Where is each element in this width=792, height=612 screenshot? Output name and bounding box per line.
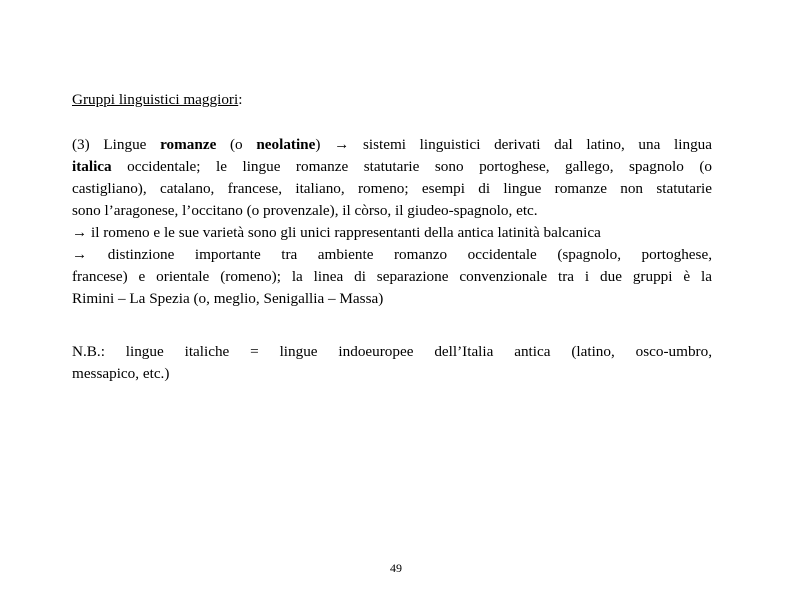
paragraph-line — [72, 134, 712, 156]
paragraph-line: Rimini – La Spezia (o, meglio, Senigallia – Massa) — [72, 290, 384, 307]
paragraph-line — [72, 156, 712, 178]
paragraph-line: sono l’aragonese, l’occitano (o provenzale), il còrso, il giudeo-spagnolo, etc. — [72, 202, 538, 219]
paragraph-line: castigliano), catalano, francese, italiano, romeno; esempi di lingue romanze non statutarie — [72, 180, 712, 197]
paragraph-romance-languages — [72, 134, 712, 310]
section-heading — [72, 90, 242, 110]
bold-term-italica: italica — [72, 158, 112, 175]
text-run: ) → sistemi linguistici derivati dal latino, una lingua — [315, 136, 712, 153]
paragraph-nota-bene — [72, 341, 712, 385]
paragraph-line: francese) e orientale (romeno); la linea di separazione convenzionale tra i due gruppi è la — [72, 268, 712, 285]
bold-term-neolatine: neolatine — [256, 136, 316, 153]
page-number: 49 — [390, 561, 402, 575]
paragraph-line: → distinzione importante tra ambiente romanzo occidentale (spagnolo, portoghese, — [72, 246, 712, 263]
text-run: (3) Lingue — [72, 136, 161, 153]
section-heading-text: Gruppi linguistici maggiori — [72, 91, 239, 108]
paragraph-line: messapico, etc.) — [72, 365, 170, 382]
section-heading-colon: : — [238, 91, 243, 108]
bold-term-romanze: romanze — [160, 136, 217, 153]
paragraph-line: N.B.: lingue italiche = lingue indoeuropee dell’Italia antica (latino, osco-umbro, — [72, 343, 712, 360]
paragraph-line: → il romeno e le sue varietà sono gli unici rappresentanti della antica latinità balcanica — [72, 224, 601, 241]
text-run: (o — [216, 136, 257, 153]
text-run: occidentale; le lingue romanze statutarie sono portoghese, gallego, spagnolo (o — [111, 158, 712, 175]
